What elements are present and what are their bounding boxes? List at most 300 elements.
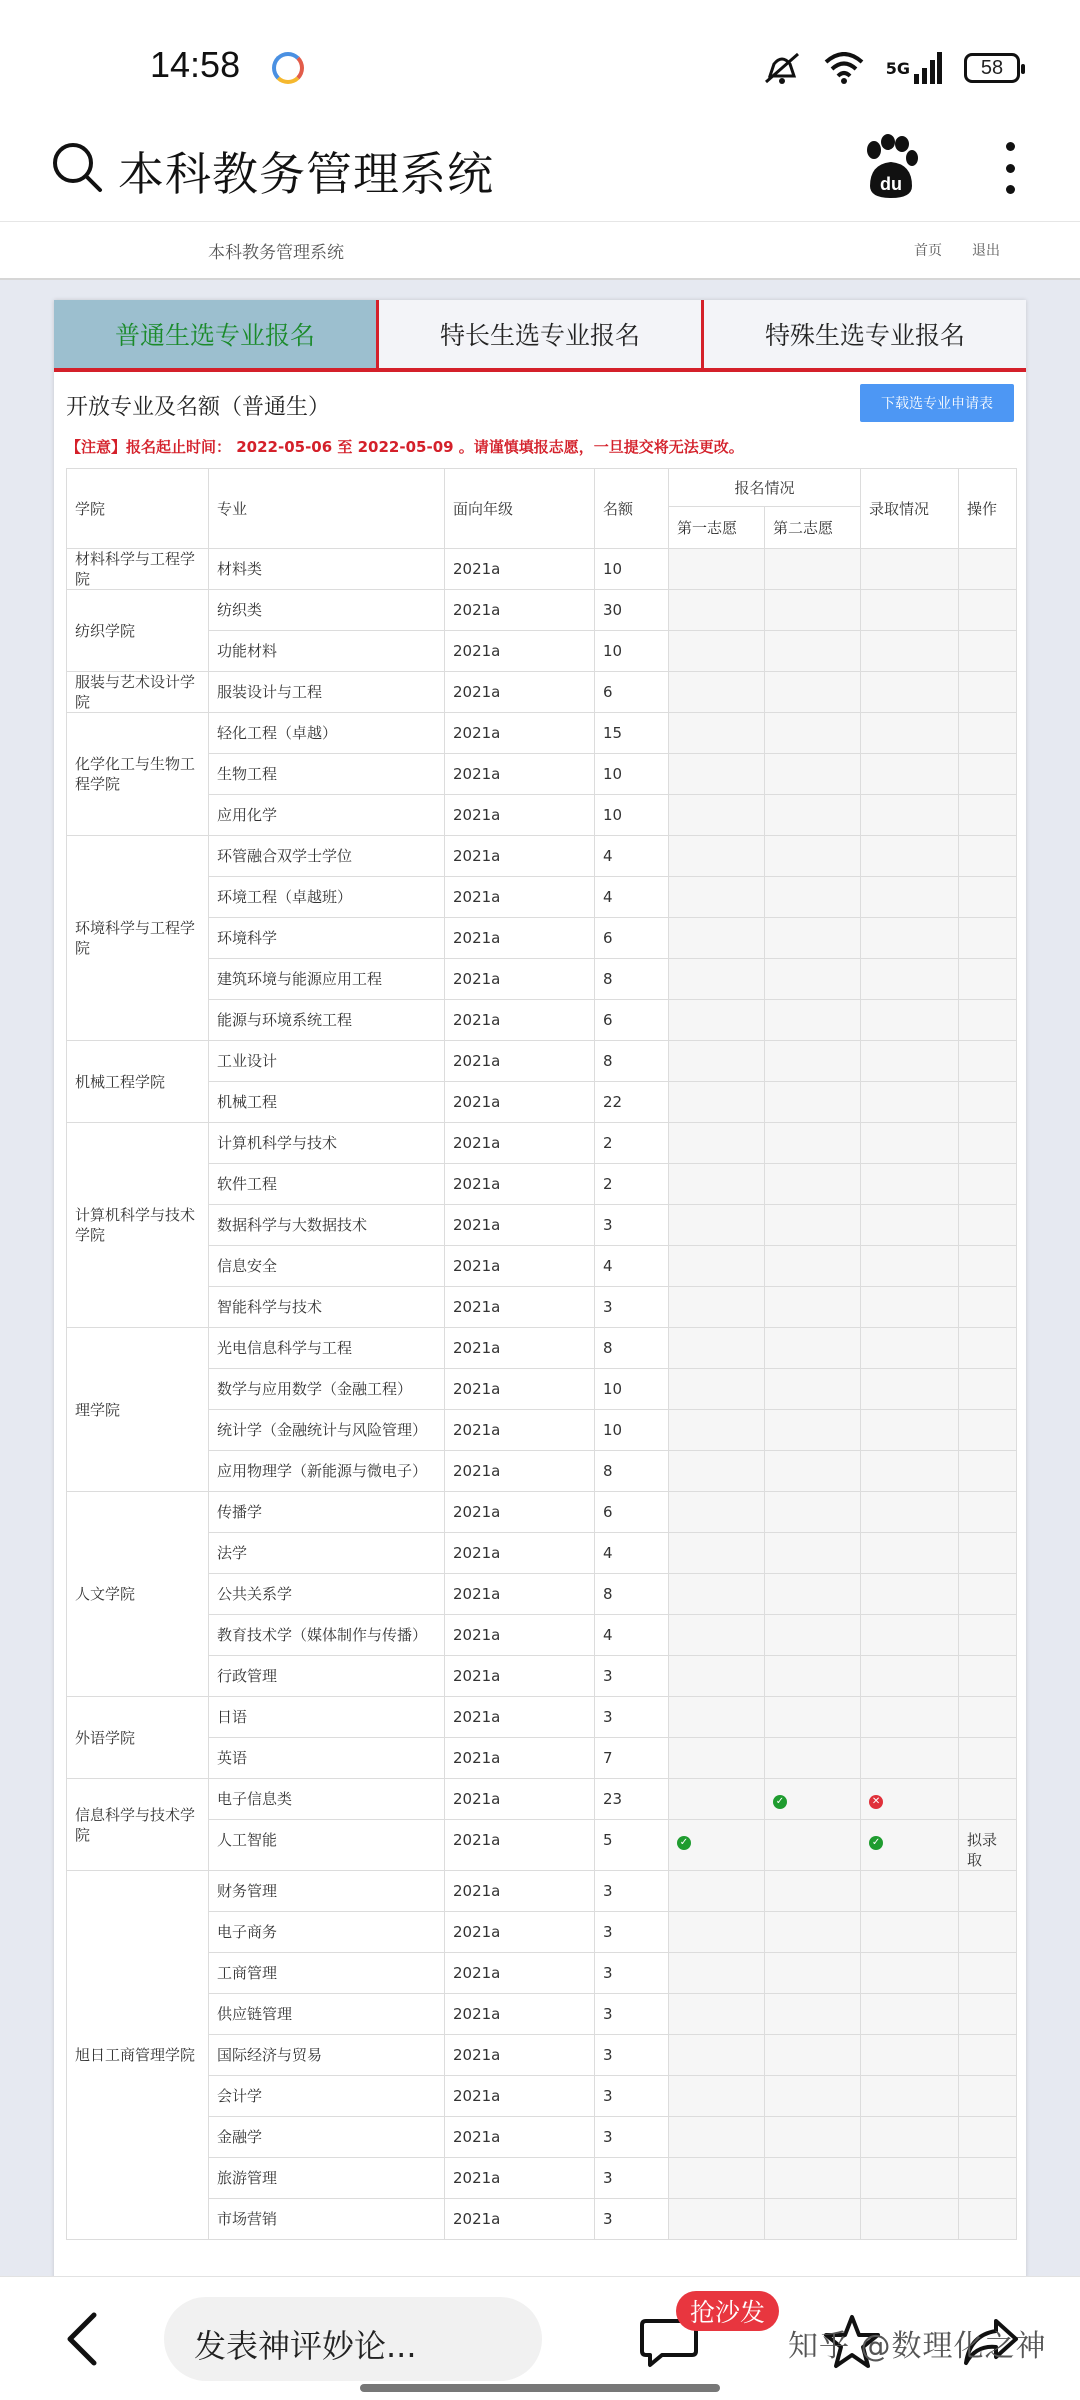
admission-cell	[861, 1912, 959, 1953]
major-cell: 数学与应用数学（金融工程）	[209, 1369, 445, 1410]
quota-cell: 3	[595, 1871, 669, 1912]
quota-cell: 3	[595, 2035, 669, 2076]
quota-cell: 3	[595, 1994, 669, 2035]
major-cell: 国际经济与贸易	[209, 2035, 445, 2076]
back-icon[interactable]	[62, 2309, 102, 2369]
table-row	[67, 2035, 1017, 2076]
admission-cell	[861, 1205, 959, 1246]
second-choice-cell	[765, 1041, 861, 1082]
college-cell: 旭日工商管理学院	[67, 1871, 209, 2240]
cross-icon: ✕	[869, 1795, 883, 1809]
second-choice-cell	[765, 2076, 861, 2117]
major-cell: 环境科学	[209, 918, 445, 959]
operation-cell	[959, 1246, 1017, 1287]
header-grade: 面向年级	[445, 469, 595, 549]
first-choice-cell	[669, 1000, 765, 1041]
comment-placeholder: 发表神评妙论...	[194, 2327, 417, 2365]
table-row	[67, 713, 1017, 754]
search-icon[interactable]	[50, 140, 104, 194]
majors-table-wrapper	[66, 468, 1016, 2240]
second-choice-cell	[765, 1410, 861, 1451]
first-choice-cell	[669, 2076, 765, 2117]
second-choice-cell	[765, 1000, 861, 1041]
first-choice-cell	[669, 1205, 765, 1246]
second-choice-cell	[765, 1492, 861, 1533]
major-cell: 公共关系学	[209, 1574, 445, 1615]
grade-cell: 2021a	[445, 959, 595, 1000]
major-cell: 财务管理	[209, 1871, 445, 1912]
operation-cell	[959, 795, 1017, 836]
table-row	[67, 918, 1017, 959]
quota-cell: 6	[595, 1492, 669, 1533]
quota-cell: 8	[595, 1328, 669, 1369]
table-row	[67, 2158, 1017, 2199]
college-cell: 环境科学与工程学院	[67, 836, 209, 1041]
admission-cell	[861, 2117, 959, 2158]
major-cell: 人工智能	[209, 1820, 445, 1871]
major-cell: 会计学	[209, 2076, 445, 2117]
first-choice-cell	[669, 1328, 765, 1369]
main-panel	[54, 300, 1026, 2280]
network-label: 5G	[885, 58, 910, 78]
table-row	[67, 1820, 1017, 1871]
grade-cell: 2021a	[445, 2117, 595, 2158]
grade-cell: 2021a	[445, 1953, 595, 1994]
download-application-button[interactable]: 下载选专业申请表	[860, 384, 1014, 422]
quota-cell: 3	[595, 1912, 669, 1953]
table-row	[67, 1994, 1017, 2035]
operation-cell	[959, 1410, 1017, 1451]
majors-table	[66, 468, 1017, 2240]
grade-cell: 2021a	[445, 2158, 595, 2199]
more-icon[interactable]	[1000, 138, 1020, 198]
table-row	[67, 1000, 1017, 1041]
battery-icon	[964, 53, 1020, 83]
college-cell: 信息科学与技术学院	[67, 1779, 209, 1871]
operation-cell	[959, 754, 1017, 795]
grade-cell: 2021a	[445, 1994, 595, 2035]
check-icon: ✓	[773, 1795, 787, 1809]
second-choice-cell	[765, 1205, 861, 1246]
second-choice-cell	[765, 1287, 861, 1328]
college-cell: 纺织学院	[67, 590, 209, 672]
grab-sofa-badge[interactable]: 抢沙发	[676, 2291, 779, 2331]
admission-cell	[861, 713, 959, 754]
first-choice-cell	[669, 1082, 765, 1123]
operation-cell	[959, 1953, 1017, 1994]
first-choice-cell	[669, 795, 765, 836]
admission-cell	[861, 1656, 959, 1697]
college-cell: 材料科学与工程学院	[67, 549, 209, 590]
major-cell: 计算机科学与技术	[209, 1123, 445, 1164]
major-cell: 软件工程	[209, 1164, 445, 1205]
check-icon: ✓	[869, 1836, 883, 1850]
header-college: 学院	[67, 469, 209, 549]
operation-cell	[959, 2117, 1017, 2158]
operation-cell	[959, 836, 1017, 877]
operation-cell	[959, 1779, 1017, 1820]
second-choice-cell	[765, 1994, 861, 2035]
second-choice-cell	[765, 918, 861, 959]
operation-cell	[959, 1082, 1017, 1123]
operation-cell	[959, 1912, 1017, 1953]
operation-cell	[959, 590, 1017, 631]
operation-cell	[959, 1697, 1017, 1738]
table-row	[67, 1953, 1017, 1994]
app-notification-icon	[272, 52, 304, 84]
second-choice-cell	[765, 549, 861, 590]
first-choice-cell	[669, 1041, 765, 1082]
grade-cell: 2021a	[445, 549, 595, 590]
major-cell: 光电信息科学与工程	[209, 1328, 445, 1369]
second-choice-cell	[765, 795, 861, 836]
header-second-choice: 第二志愿	[765, 507, 861, 549]
operation-cell[interactable]: 拟录取	[959, 1820, 1017, 1871]
second-choice-cell	[765, 836, 861, 877]
second-choice-cell	[765, 2199, 861, 2240]
grade-cell: 2021a	[445, 1871, 595, 1912]
operation-cell	[959, 959, 1017, 1000]
quota-cell: 8	[595, 1574, 669, 1615]
table-row	[67, 1697, 1017, 1738]
college-cell: 化学化工与生物工程学院	[67, 713, 209, 836]
college-cell: 外语学院	[67, 1697, 209, 1779]
svg-text:du: du	[880, 174, 902, 194]
second-choice-cell	[765, 2117, 861, 2158]
admission-cell	[861, 2199, 959, 2240]
grade-cell: 2021a	[445, 1738, 595, 1779]
admission-cell	[861, 754, 959, 795]
admission-cell	[861, 1287, 959, 1328]
grade-cell: 2021a	[445, 1697, 595, 1738]
second-choice-cell	[765, 1533, 861, 1574]
quota-cell: 10	[595, 549, 669, 590]
major-cell: 数据科学与大数据技术	[209, 1205, 445, 1246]
quota-cell: 3	[595, 1656, 669, 1697]
grade-cell: 2021a	[445, 1912, 595, 1953]
operation-cell	[959, 1000, 1017, 1041]
quota-cell: 3	[595, 1697, 669, 1738]
grade-cell: 2021a	[445, 713, 595, 754]
major-cell: 应用化学	[209, 795, 445, 836]
admission-cell	[861, 672, 959, 713]
table-row	[67, 2117, 1017, 2158]
grade-cell: 2021a	[445, 2035, 595, 2076]
admission-cell	[861, 1574, 959, 1615]
quota-cell: 4	[595, 877, 669, 918]
second-choice-cell	[765, 1820, 861, 1871]
notice-text: 【注意】报名起止时间： 2022-05-06 至 2022-05-09 。请谨慎填报志愿，一旦提交将无法更改。	[66, 438, 744, 456]
table-row	[67, 754, 1017, 795]
admission-cell	[861, 1369, 959, 1410]
table-row	[67, 1164, 1017, 1205]
operation-cell	[959, 877, 1017, 918]
admission-cell	[861, 1871, 959, 1912]
first-choice-cell	[669, 1871, 765, 1912]
home-link[interactable]: 首页	[914, 243, 942, 259]
admission-cell	[861, 1164, 959, 1205]
college-cell: 人文学院	[67, 1492, 209, 1697]
grade-cell: 2021a	[445, 1205, 595, 1246]
admission-cell	[861, 631, 959, 672]
table-row	[67, 1082, 1017, 1123]
college-cell: 服装与艺术设计学院	[67, 672, 209, 713]
first-choice-cell	[669, 1697, 765, 1738]
admission-cell	[861, 1410, 959, 1451]
major-cell: 环境工程（卓越班）	[209, 877, 445, 918]
admission-cell	[861, 1994, 959, 2035]
second-choice-cell	[765, 1697, 861, 1738]
logout-link[interactable]: 退出	[972, 243, 1000, 259]
quota-cell: 3	[595, 1205, 669, 1246]
second-choice-cell	[765, 672, 861, 713]
second-choice-cell	[765, 590, 861, 631]
table-row	[67, 2076, 1017, 2117]
first-choice-cell	[669, 713, 765, 754]
operation-cell	[959, 1656, 1017, 1697]
second-choice-cell	[765, 959, 861, 1000]
grade-cell: 2021a	[445, 877, 595, 918]
first-choice-cell	[669, 1123, 765, 1164]
admission-cell	[861, 1451, 959, 1492]
operation-cell	[959, 918, 1017, 959]
operation-cell	[959, 1994, 1017, 2035]
grade-cell: 2021a	[445, 1123, 595, 1164]
admission-cell	[861, 1953, 959, 1994]
section-header	[66, 384, 1014, 424]
grade-cell: 2021a	[445, 1082, 595, 1123]
admission-cell	[861, 590, 959, 631]
admission-cell	[861, 1246, 959, 1287]
grade-cell: 2021a	[445, 918, 595, 959]
grade-cell: 2021a	[445, 1820, 595, 1871]
first-choice-cell	[669, 1656, 765, 1697]
second-choice-cell	[765, 713, 861, 754]
major-cell: 法学	[209, 1533, 445, 1574]
baidu-paw-icon[interactable]	[862, 134, 920, 200]
grade-cell: 2021a	[445, 1041, 595, 1082]
zhihu-watermark: 知乎 @数理化之神	[788, 2329, 1047, 2364]
operation-cell	[959, 1574, 1017, 1615]
major-cell: 工商管理	[209, 1953, 445, 1994]
first-choice-cell	[669, 1246, 765, 1287]
admission-cell	[861, 2158, 959, 2199]
quota-cell: 15	[595, 713, 669, 754]
quota-cell: 3	[595, 2117, 669, 2158]
quota-cell: 4	[595, 1615, 669, 1656]
header-signup: 报名情况	[669, 469, 861, 507]
quota-cell: 3	[595, 1287, 669, 1328]
quota-cell: 8	[595, 959, 669, 1000]
first-choice-cell	[669, 918, 765, 959]
operation-cell	[959, 672, 1017, 713]
header-operation: 操作	[959, 469, 1017, 549]
major-cell: 轻化工程（卓越）	[209, 713, 445, 754]
quota-cell: 8	[595, 1041, 669, 1082]
grade-cell: 2021a	[445, 1000, 595, 1041]
grade-cell: 2021a	[445, 1492, 595, 1533]
table-row	[67, 959, 1017, 1000]
admission-cell	[861, 1000, 959, 1041]
operation-cell	[959, 2158, 1017, 2199]
browser-header	[0, 120, 1080, 222]
grade-cell: 2021a	[445, 1779, 595, 1820]
table-row	[67, 1738, 1017, 1779]
quota-cell: 3	[595, 2158, 669, 2199]
comment-input[interactable]	[164, 2297, 542, 2381]
header-admission: 录取情况	[861, 469, 959, 549]
operation-cell	[959, 1041, 1017, 1082]
first-choice-cell	[669, 1369, 765, 1410]
first-choice-cell	[669, 1779, 765, 1820]
operation-cell	[959, 1287, 1017, 1328]
first-choice-cell	[669, 1953, 765, 1994]
admission-cell	[861, 2076, 959, 2117]
second-choice-cell	[765, 1656, 861, 1697]
operation-cell	[959, 1123, 1017, 1164]
major-cell: 行政管理	[209, 1656, 445, 1697]
first-choice-cell	[669, 1410, 765, 1451]
table-row	[67, 1041, 1017, 1082]
status-bar	[0, 0, 1080, 120]
major-cell: 信息安全	[209, 1246, 445, 1287]
grade-cell: 2021a	[445, 1533, 595, 1574]
quota-cell: 10	[595, 754, 669, 795]
major-cell: 智能科学与技术	[209, 1287, 445, 1328]
admission-cell	[861, 1492, 959, 1533]
table-row	[67, 1779, 1017, 1820]
browser-title[interactable]: 本科教务管理系统	[118, 147, 494, 201]
operation-cell	[959, 1164, 1017, 1205]
grade-cell: 2021a	[445, 1451, 595, 1492]
quota-cell: 5	[595, 1820, 669, 1871]
second-choice-cell	[765, 1082, 861, 1123]
grade-cell: 2021a	[445, 672, 595, 713]
table-row	[67, 1123, 1017, 1164]
second-choice-cell	[765, 1871, 861, 1912]
table-row	[67, 590, 1017, 631]
grade-cell: 2021a	[445, 1164, 595, 1205]
operation-cell	[959, 2035, 1017, 2076]
majors-table-body	[67, 549, 1017, 2240]
operation-cell	[959, 1369, 1017, 1410]
operation-cell	[959, 631, 1017, 672]
operation-cell	[959, 1328, 1017, 1369]
major-cell: 工业设计	[209, 1041, 445, 1082]
admission-cell	[861, 1328, 959, 1369]
table-row	[67, 1451, 1017, 1492]
tab-normal-student[interactable]: 普通生选专业报名	[54, 300, 379, 368]
admission-cell	[861, 2035, 959, 2076]
table-row	[67, 1871, 1017, 1912]
admission-cell	[861, 1779, 959, 1820]
second-choice-cell	[765, 1953, 861, 1994]
major-cell: 服装设计与工程	[209, 672, 445, 713]
second-choice-cell	[765, 1246, 861, 1287]
major-cell: 建筑环境与能源应用工程	[209, 959, 445, 1000]
table-row	[67, 1533, 1017, 1574]
table-row	[67, 1615, 1017, 1656]
major-cell: 供应链管理	[209, 1994, 445, 2035]
header-first-choice: 第一志愿	[669, 507, 765, 549]
operation-cell	[959, 549, 1017, 590]
admission-cell	[861, 1615, 959, 1656]
second-choice-cell	[765, 1779, 861, 1820]
admission-cell	[861, 1738, 959, 1779]
quota-cell: 22	[595, 1082, 669, 1123]
major-cell: 功能材料	[209, 631, 445, 672]
check-icon: ✓	[677, 1836, 691, 1850]
first-choice-cell	[669, 1738, 765, 1779]
first-choice-cell	[669, 1912, 765, 1953]
first-choice-cell	[669, 1492, 765, 1533]
tab-special-student[interactable]: 特殊生选专业报名	[704, 300, 1026, 368]
table-row	[67, 1287, 1017, 1328]
grade-cell: 2021a	[445, 1328, 595, 1369]
second-choice-cell	[765, 877, 861, 918]
operation-cell	[959, 2076, 1017, 2117]
tab-talent-student[interactable]: 特长生选专业报名	[379, 300, 704, 368]
first-choice-cell	[669, 631, 765, 672]
quota-cell: 3	[595, 2076, 669, 2117]
grade-cell: 2021a	[445, 795, 595, 836]
admission-cell	[861, 1697, 959, 1738]
quota-cell: 4	[595, 836, 669, 877]
site-links	[914, 240, 1000, 260]
site-topbar	[0, 222, 1080, 280]
grade-cell: 2021a	[445, 1615, 595, 1656]
second-choice-cell	[765, 1615, 861, 1656]
operation-cell	[959, 1738, 1017, 1779]
operation-cell	[959, 1451, 1017, 1492]
grade-cell: 2021a	[445, 1246, 595, 1287]
quota-cell: 6	[595, 1000, 669, 1041]
admission-cell	[861, 1082, 959, 1123]
grade-cell: 2021a	[445, 1369, 595, 1410]
admission-cell	[861, 549, 959, 590]
status-time: 14:58	[150, 44, 241, 85]
first-choice-cell	[669, 1994, 765, 2035]
header-major: 专业	[209, 469, 445, 549]
quota-cell: 4	[595, 1246, 669, 1287]
grade-cell: 2021a	[445, 2076, 595, 2117]
grade-cell: 2021a	[445, 1574, 595, 1615]
grade-cell: 2021a	[445, 836, 595, 877]
table-row	[67, 2199, 1017, 2240]
major-cell: 统计学（金融统计与风险管理）	[209, 1410, 445, 1451]
quota-cell: 30	[595, 590, 669, 631]
first-choice-cell	[669, 1574, 765, 1615]
first-choice-cell	[669, 836, 765, 877]
quota-cell: 6	[595, 672, 669, 713]
second-choice-cell	[765, 1369, 861, 1410]
first-choice-cell	[669, 1451, 765, 1492]
header-quota: 名额	[595, 469, 669, 549]
quota-cell: 2	[595, 1123, 669, 1164]
admission-cell	[861, 795, 959, 836]
mute-icon	[762, 48, 802, 88]
quota-cell: 10	[595, 631, 669, 672]
operation-cell	[959, 713, 1017, 754]
table-row	[67, 1656, 1017, 1697]
table-row	[67, 631, 1017, 672]
admission-cell	[861, 877, 959, 918]
battery-level: 58	[980, 56, 1004, 79]
admission-cell	[861, 918, 959, 959]
quota-cell: 23	[595, 1779, 669, 1820]
second-choice-cell	[765, 1574, 861, 1615]
tab-bar	[54, 300, 1026, 372]
